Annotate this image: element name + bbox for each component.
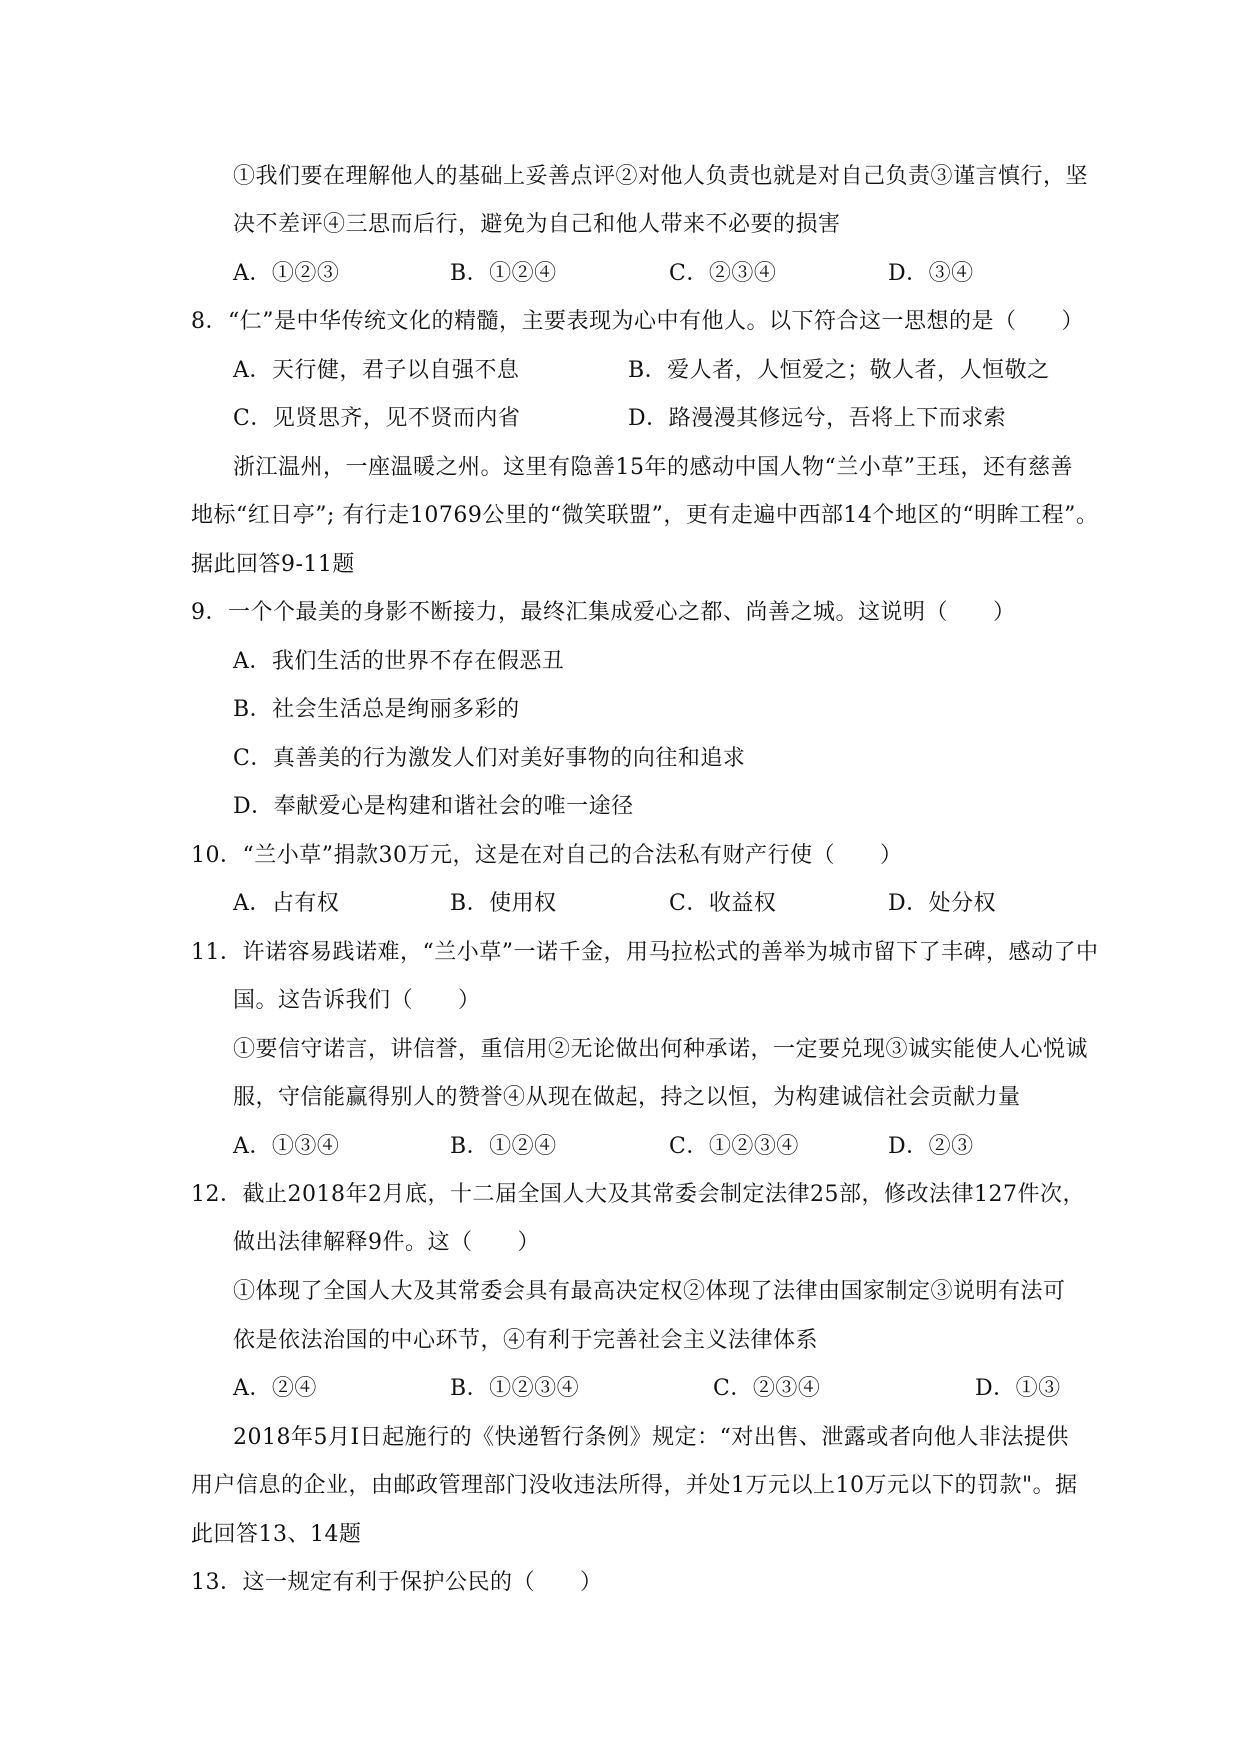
q11-option-d: D．②③: [888, 1134, 974, 1159]
q12-option-d: D．①③: [975, 1376, 1061, 1401]
q7-stem-line2: 决不差评④三思而后行，避免为自己和他人带来不必要的损害: [233, 212, 841, 237]
q10-stem: 10．“兰小草”捐款30万元，这是在对自己的合法私有财产行使（ ）: [191, 843, 903, 868]
q12-items-line1: ①体现了全国人大及其常委会具有最高决定权②体现了法律由国家制定③说明有法可: [233, 1279, 1066, 1304]
q11-items-line1: ①要信守诺言，讲信誉，重信用②无论做出何种承诺，一定要兑现③诚实能使人心悦诚: [233, 1037, 1089, 1062]
q11-option-a: A．①③④: [233, 1134, 340, 1159]
q10-option-b: B．使用权: [450, 891, 557, 916]
q7-option-b: B．①②④: [450, 261, 557, 286]
passage-b-line1: 2018年5月I日起施行的《快递暂行条例》规定：“对出售、泄露或者向他人非法提供: [233, 1425, 1069, 1450]
passage-a-line1: 浙江温州，一座温暖之州。这里有隐善15年的感动中国人物“兰小草”王珏，还有慈善: [233, 455, 1073, 480]
q12-stem-line2: 做出法律解释9件。这（ ）: [233, 1230, 540, 1255]
q11-option-c: C．①②③④: [669, 1134, 799, 1159]
q9-stem: 9．一个个最美的身影不断接力，最终汇集成爱心之都、尚善之城。这说明（ ）: [191, 600, 1016, 625]
q11-stem-line2: 国。这告诉我们（ ）: [233, 988, 481, 1013]
q12-items-line2: 依是依法治国的中心环节，④有利于完善社会主义法律体系: [233, 1328, 819, 1353]
q7-option-a: A．①②③: [233, 261, 340, 286]
q12-option-a: A．②④: [233, 1376, 317, 1401]
q11-option-b: B．①②④: [450, 1134, 557, 1159]
q10-option-c: C．收益权: [669, 891, 777, 916]
q11-stem-line1: 11．许诺容易践诺难，“兰小草”一诺千金，用马拉松式的善举为城市留下了丰碑，感动了中: [191, 940, 1099, 965]
passage-a-line2: 地标“红日亭”; 有行走10769公里的“微笑联盟”，更有走遍中西部14个地区的“明眸工程”。: [191, 503, 1099, 528]
q7-option-c: C．②③④: [669, 261, 777, 286]
q8-option-b: B．爱人者，人恒爱之；敬人者，人恒敬之: [628, 358, 1050, 383]
q13-stem: 13．这一规定有利于保护公民的（ ）: [191, 1570, 603, 1595]
passage-b-line3: 此回答13、14题: [191, 1522, 362, 1547]
q9-option-a: A．我们生活的世界不存在假恶丑: [233, 649, 565, 674]
q9-option-b: B．社会生活总是绚丽多彩的: [233, 697, 520, 722]
q12-option-c: C．②③④: [713, 1376, 821, 1401]
q8-stem: 8．“仁”是中华传统文化的精髓，主要表现为心中有他人。以下符合这一思想的是（ ）: [191, 309, 1084, 334]
q7-option-d: D．③④: [888, 261, 974, 286]
q8-option-d: D．路漫漫其修远兮，吾将上下而求索: [628, 406, 1007, 431]
q10-option-d: D．处分权: [888, 891, 997, 916]
q8-option-c: C．见贤思齐，见不贤而内省: [233, 406, 521, 431]
passage-a-line3: 据此回答9-11题: [191, 552, 355, 577]
q10-option-a: A．占有权: [233, 891, 340, 916]
q7-stem-line1: ①我们要在理解他人的基础上妥善点评②对他人负责也就是对自己负责③谨言慎行，坚: [233, 164, 1089, 189]
q9-option-d: D．奉献爱心是构建和谐社会的唯一途径: [233, 794, 634, 819]
q12-option-b: B．①②③④: [450, 1376, 580, 1401]
q8-option-a: A．天行健，君子以自强不息: [233, 358, 520, 383]
q12-stem-line1: 12．截止2018年2月底，十二届全国人大及其常委会制定法律25部，修改法律127件次，: [191, 1182, 1085, 1207]
q11-items-line2: 服，守信能赢得别人的赞誉④从现在做起，持之以恒，为构建诚信社会贡献力量: [233, 1085, 1021, 1110]
passage-b-line2: 用户信息的企业，由邮政管理部门没收违法所得，并处1万元以上10万元以下的罚款"。据: [191, 1473, 1078, 1498]
q9-option-c: C．真善美的行为激发人们对美好事物的向往和追求: [233, 746, 746, 771]
